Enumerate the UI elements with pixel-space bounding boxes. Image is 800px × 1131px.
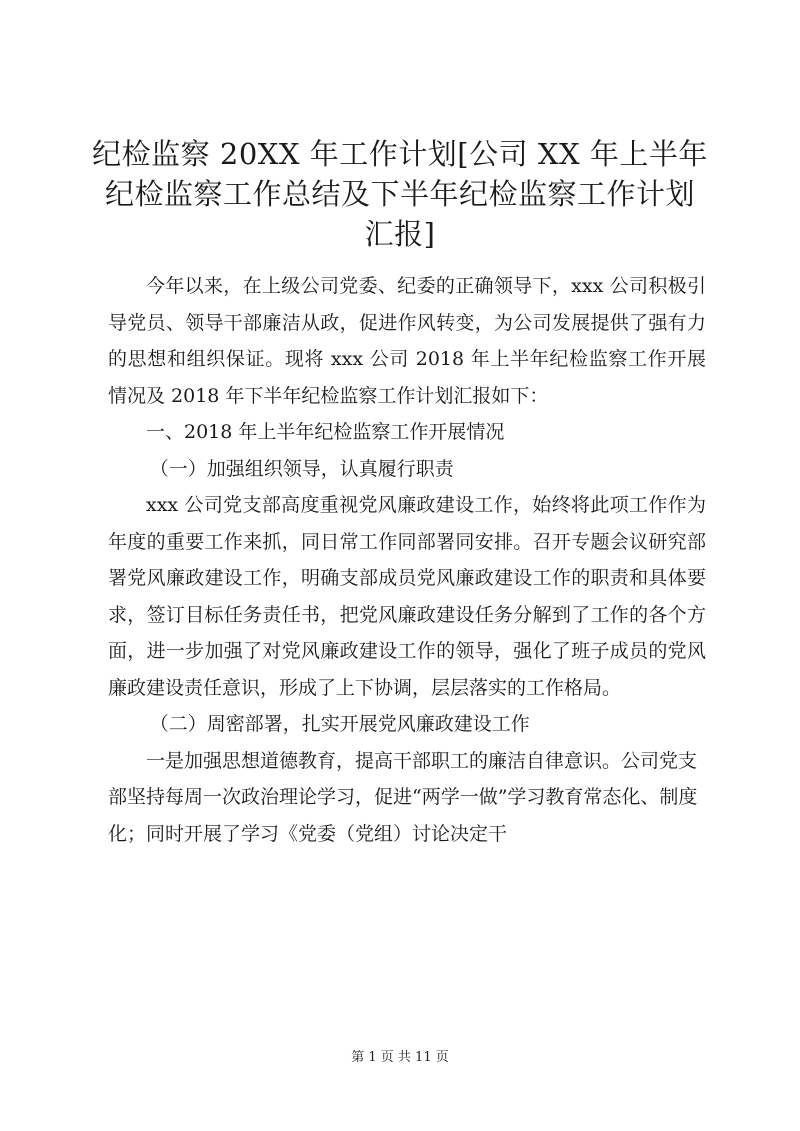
title-line-2: 纪检监察工作总结及下半年纪检监察工作计划: [104, 177, 695, 211]
document-body: [108, 268, 706, 852]
title-line-3: 汇报]: [364, 217, 436, 251]
body-paragraph-2: 一是加强思想道德教育，提高干部职工的廉洁自律意识。公司党支部坚持每周一次政治理论学习，促进“两学一做”学习教育常态化、制度化；同时开展了学习《党委（党组）讨论决定干: [108, 749, 698, 845]
section-heading-1: 一、2018 年上半年纪检监察工作开展情况: [146, 421, 505, 443]
document-title: [80, 134, 720, 254]
intro-paragraph: 今年以来，在上级公司党委、纪委的正确领导下，xxx 公司积极引导党员、领导干部廉洁从政，促进作风转变，为公司发展提供了强有力的思想和组织保证。现将 xxx 公司 2018 年上半年纪检监察工作开展情况及 2018 年下半年纪检监察工作计划汇报如下：: [108, 275, 706, 407]
subsection-heading-1: （一）加强组织领导，认真履行职责: [149, 457, 454, 480]
body-paragraph-1: xxx 公司党支部高度重视党风廉政建设工作，始终将此项工作作为年度的重要工作来抓，同日常工作同部署同安排。召开专题会议研究部署党风廉政建设工作，明确支部成员党风廉政建设工作的职责和具体要求，签订目标任务责任书，把党风廉政建设任务分解到了工作的各个方面，进一步加强了对党风廉政建设工作的领导，强化了班子成员的党风廉政建设责任意识，形成了上下协调，层层落实的工作格局。: [108, 494, 706, 699]
subsection-heading-2: （二）周密部署，扎实开展党风廉政建设工作: [149, 713, 530, 735]
page-number-footer: 第 1 页 共 11 页: [351, 1050, 449, 1065]
title-line-1: 纪检监察 20XX 年工作计划[公司 XX 年上半年: [92, 137, 708, 171]
